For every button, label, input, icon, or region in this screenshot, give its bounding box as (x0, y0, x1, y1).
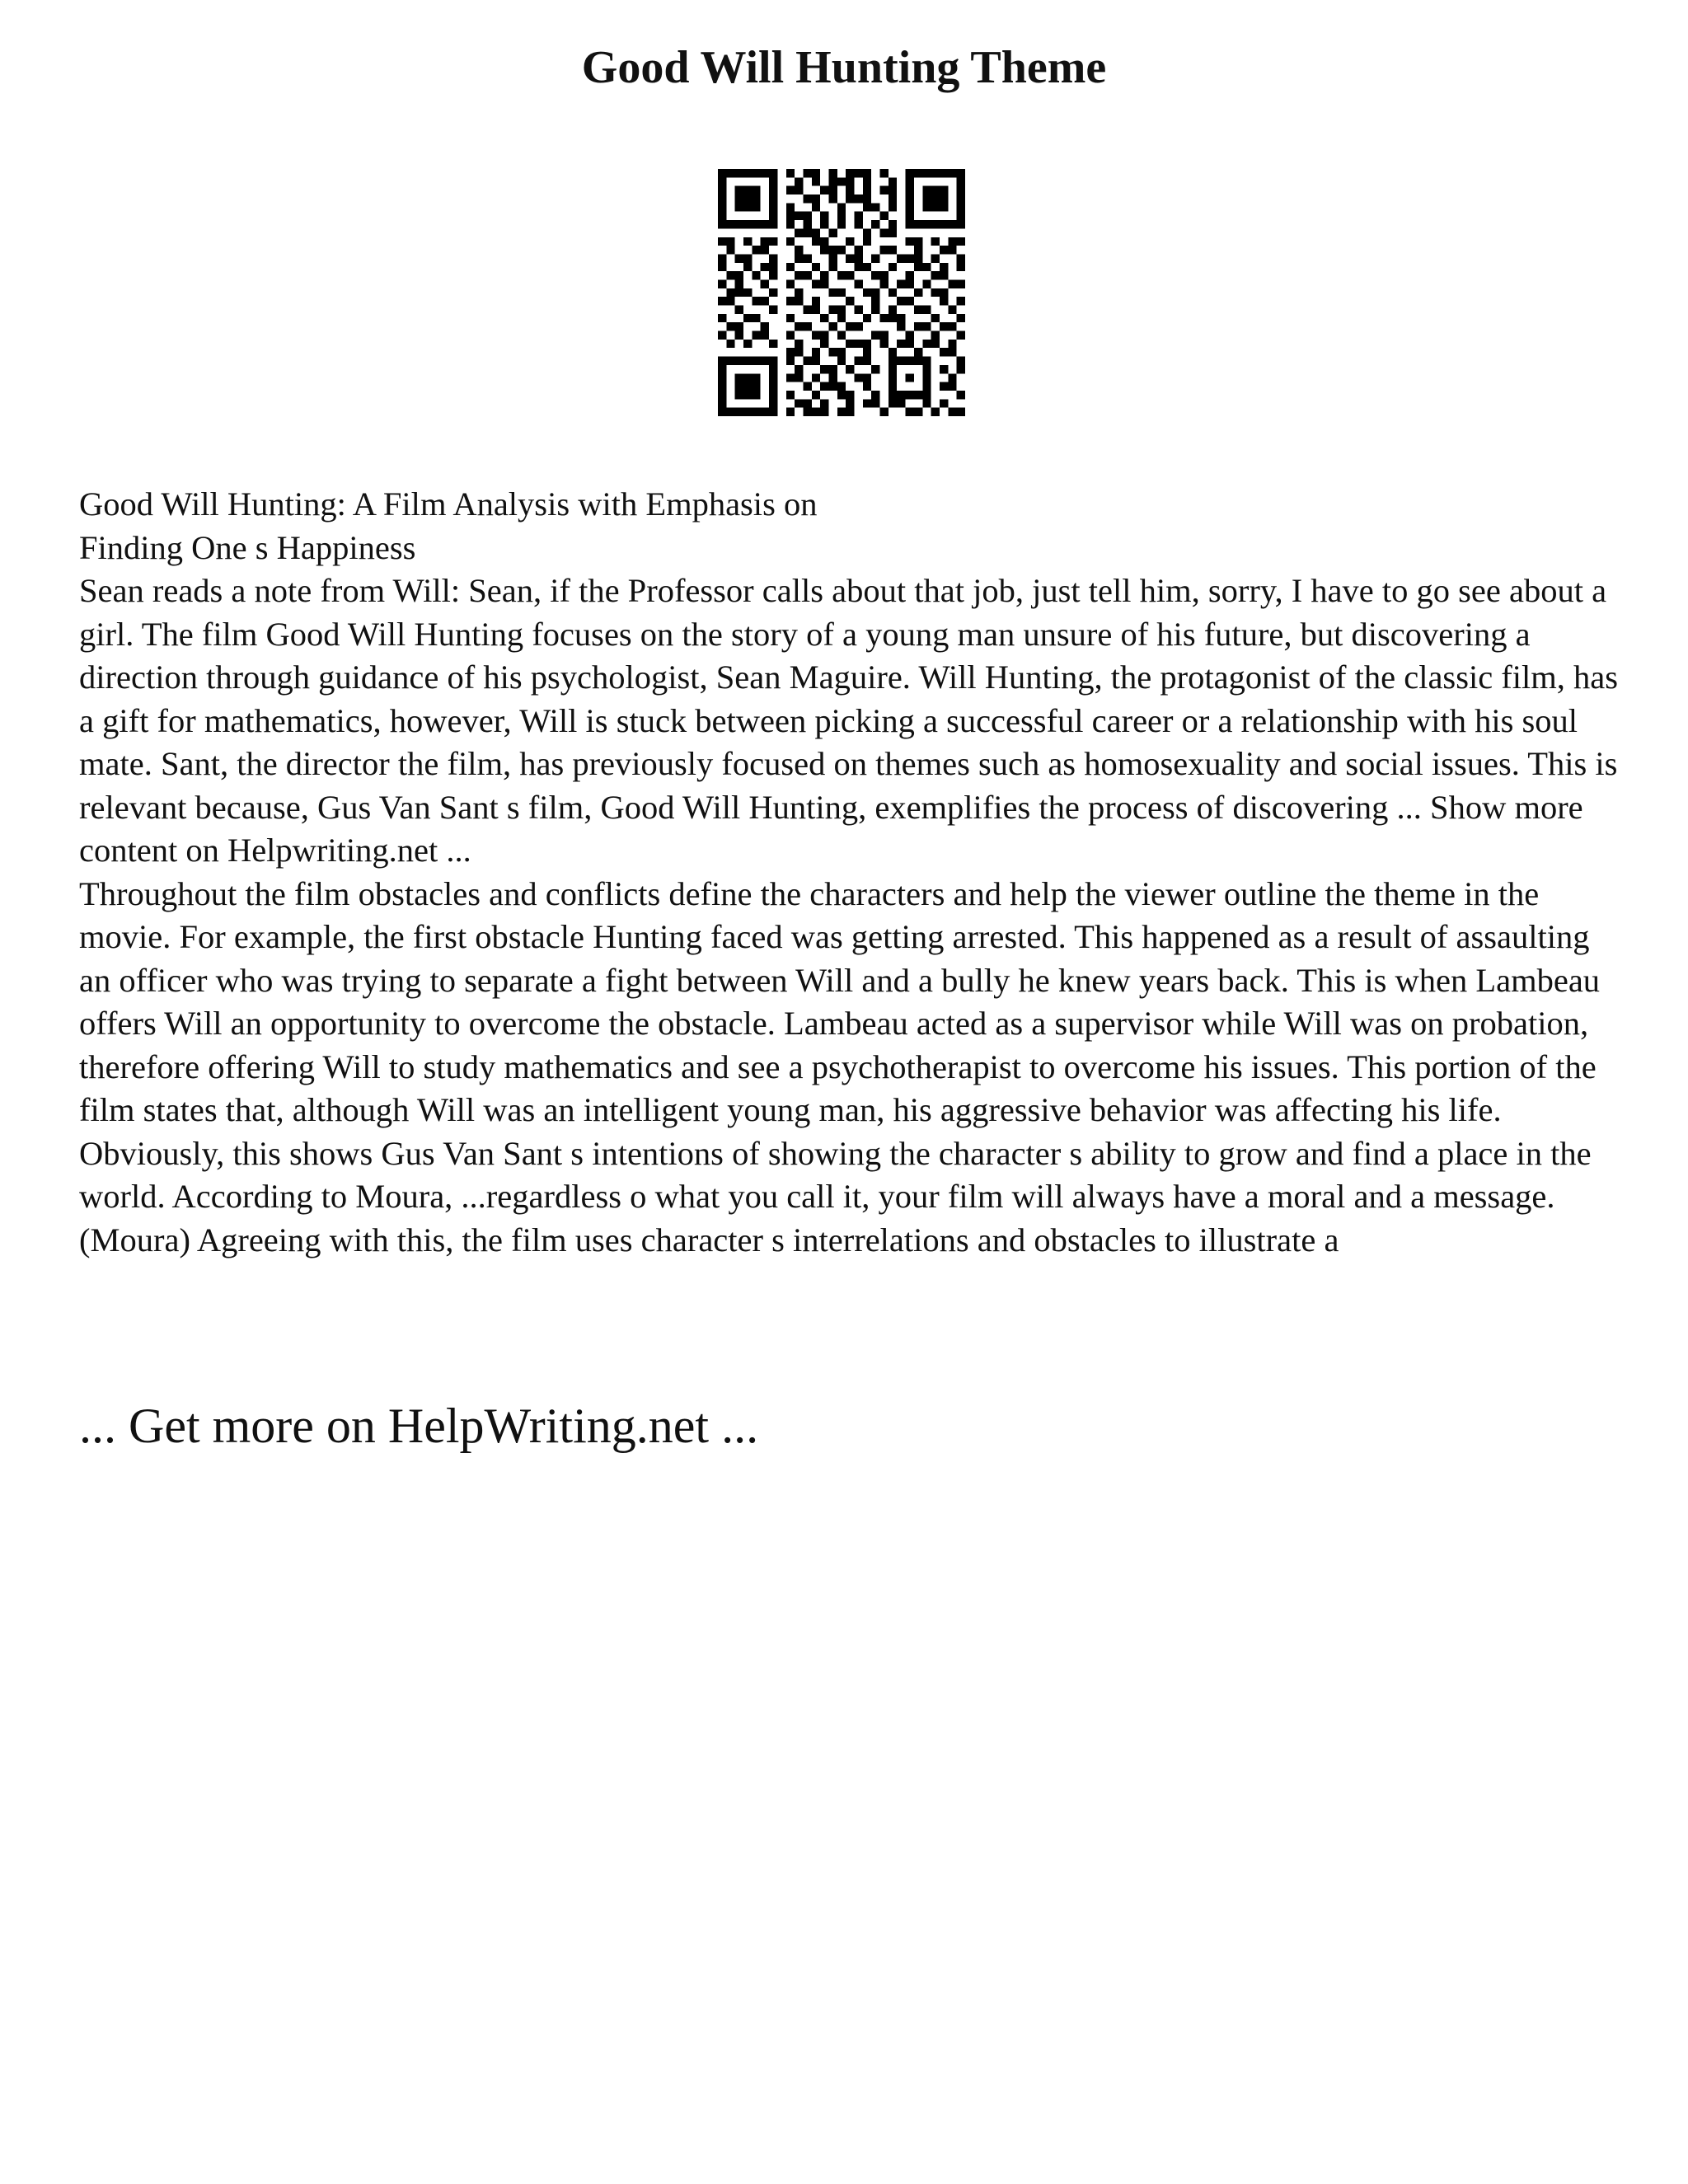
page-title: Good Will Hunting Theme (581, 42, 1107, 93)
qr-code-icon[interactable] (718, 169, 965, 416)
article-subtitle-line1: Good Will Hunting: A Film Analysis with Emphasis on (79, 485, 818, 523)
paragraph-2: Throughout the film obstacles and conflicts define the characters and help the viewer outline the theme in the movie. For example, the first obstacle Hunting faced was getting arrested. This happened as a result of assaulting an officer who was trying to separate a fight between Will and a bully he knew years back. This is when Lambeau offers Will an opportunity to overcome the obstacle. Lambeau acted as a supervisor while Will was on probation, therefore offering Will to study mathematics and see a psychotherapist to overcome his issues. This portion of the film states that, although Will was an intelligent young man, his aggressive behavior was affecting his life. Obviously, this shows Gus Van Sant s intentions of showing the character s ability to grow and find a place in the world. According to Moura, ...regardless o what you call it, your film will always have a moral and a message. (Moura) Agreeing with this, the film uses character s interrelations and obstacles to illustrate a (79, 874, 1601, 1258)
get-more-link[interactable]: ... Get more on HelpWriting.net ... (79, 1399, 759, 1453)
article-body (79, 483, 1629, 1262)
paragraph-1: Sean reads a note from Will: Sean, if the Professor calls about that job, just tell him, sorry, I have to go see about a girl. The film Good Will Hunting focuses on the story of a young man unsure of his future, but discovering a direction through guidance of his psychologist, Sean Maguire. Will Hunting, the protagonist of the classic film, has a gift for mathematics, however, Will is stuck between picking a successful career or a relationship with his soul mate. Sant, the director the film, has previously focused on themes such as homosexuality and social issues. This is relevant because, Gus Van Sant s film, Good Will Hunting, exemplifies the process of discovering ... Show more content on Helpwriting.net ... (79, 572, 1619, 869)
article-subtitle-line2: Finding One s Happiness (79, 528, 416, 566)
